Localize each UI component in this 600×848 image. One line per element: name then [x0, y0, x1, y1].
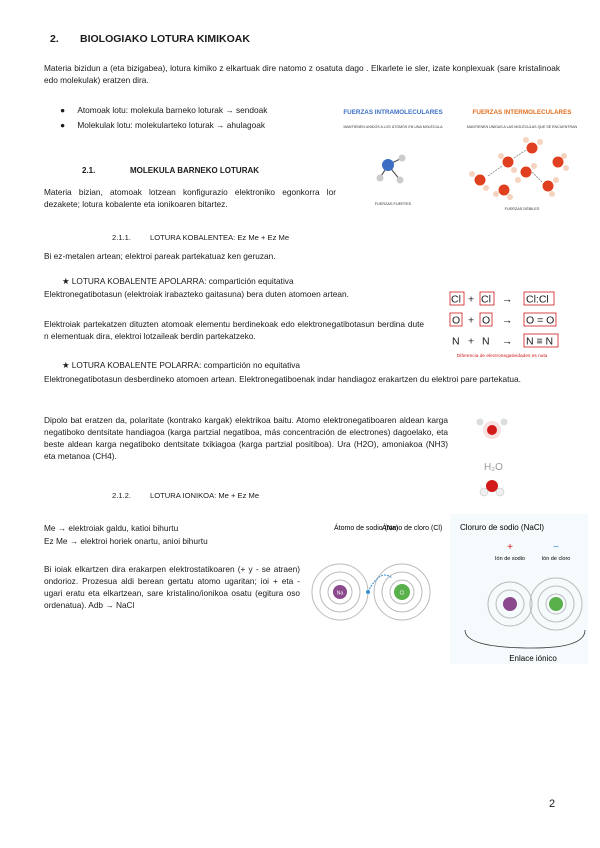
cl-atom [374, 564, 430, 620]
na-ion-label: Ión de sodio [495, 556, 525, 562]
lewis-o-a: O [452, 314, 461, 327]
lewis-cl-b: Cl [481, 293, 491, 306]
star-icon: ★ [62, 276, 70, 286]
lewis-cl-a: Cl [451, 293, 461, 306]
intro-paragraph: Materia bizidun a (eta bizigabea), lotura kimiko z elkartuak dire natomo z osatuta dago . Elkarlete ie sler, izate konplexuak (sare kristalinoak edo molekulak) eratzen dira. [44, 63, 560, 85]
lewis-n-b: N [482, 335, 490, 348]
na-symbol: Na [336, 590, 344, 597]
subsubsection-title: LOTURA KOBALENTEA: Ez Me + Ez Me [150, 233, 290, 242]
polar-line: Elektronegatibotasun desberdineko atomoen artean. Elektronegatiboenak indar handiagoz erakartzen du elektroi pare partekatua. [44, 374, 521, 384]
bullet-2-text: Molekulak lotu: molekularteko loturak → ahulagoak [77, 120, 266, 130]
intra-subtitle: MANTIENEN UNIDOS A LOS ÁTOMOS EN UNA MOLÉCULA [343, 125, 443, 129]
cl-symbol: Cl [399, 590, 405, 597]
water-molecule-bottom [480, 480, 504, 496]
inter-title: FUERZAS INTERMOLECULARES [472, 109, 572, 116]
inter-subtitle: MANTIENEN UNIDAS A LAS MOLÉCULAS QUE SE ENCUENTRAN [466, 125, 578, 129]
bullet-2: ● Molekulak lotu: molekularteko loturak → ahulagoak [60, 120, 266, 130]
nacl-label: Cloruro de sodio (NaCl) [460, 523, 545, 532]
ionic-paragraph: Bi ioiak elkartzen dira erakarpen elektrostatikoaren (+ y - se atraen) ondorioz. Prozesua aldi berean gertatu atomo ugaritan; ioi + eta - ugari eratu eta elkartzean, sare kristalino/ionikoa osatu (egitura oso ordenatua). Adb → NaCl [44, 564, 300, 610]
page-number: 2 [549, 798, 556, 810]
subsubsection-number: 2.1.1. [112, 233, 131, 242]
lewis-o2: O = O [526, 314, 555, 327]
water-formula: H₂O [484, 462, 503, 473]
forces-figure [330, 100, 580, 218]
lewis-plus-3: + [468, 335, 475, 348]
subsection-title: MOLEKULA BARNEKO LOTURAK [130, 166, 260, 175]
ionic-line-2: Ez Me → elektroi horiek onartu, anioi bihurtu [44, 536, 208, 546]
ionic-bond-label: Enlace iónico [509, 654, 557, 663]
bullet-1-text: Atomoak lotu: molekula barneko loturak → sendoak [77, 105, 268, 115]
cl-ion-label: Ión de cloro [541, 556, 571, 562]
arrow-icon: → [502, 293, 513, 306]
dipole-paragraph: Dipolo bat eratzen da, polaritate (kontrako kargak) elektrikoa baitu. Atomo elektronegatiboaren aldean karga negatiboko dentsitate handiagoa (karga partzial negatiboa, más concentración de electrones) dagoelako, eta beste aldean karga negatiboko dentsitate txikiagoa (karga partzial positiboa). Ura (H2O), amoniakoa (NH3) eta metanoa (CH4). [44, 415, 448, 461]
inter-molecules [469, 137, 569, 200]
water-molecule-top [477, 419, 508, 440]
ionic-figure [300, 508, 590, 668]
lewis-n-a: N [452, 335, 460, 348]
lewis-plus-1: + [468, 293, 475, 306]
subsection-number: 2.1. [82, 166, 96, 175]
cl-ion [530, 578, 582, 630]
bullet-1: ● Atomoak lotu: molekula barneko loturak → sendoak [60, 105, 268, 115]
minus-sign: − [553, 542, 559, 553]
intra-title: FUERZAS INTRAMOLECULARES [343, 109, 443, 116]
lewis-caption: Diferencia de electronegatividades es nula [456, 354, 548, 359]
na-atom-label: Átomo de sodio (Na) [334, 525, 399, 532]
polar-heading [62, 359, 300, 371]
ionic-line-1: Me → elektroiak galdu, katioi bihurtu [44, 523, 179, 533]
arrow-icon: → [502, 314, 513, 327]
intra-molecule [377, 155, 406, 184]
star-icon: ★ [62, 360, 70, 370]
lewis-figure [432, 287, 572, 361]
lewis-n2: N ≡ N [526, 335, 554, 348]
cl-atom-label: Átomo de cloro (Cl) [382, 525, 443, 532]
s21-paragraph: Materia bizian, atomoak lotzean konfigurazio elektroniko egonkorra lor dezakete; lotura kobalente eta ionikoaren bitartez. [44, 187, 336, 209]
apolar-heading [62, 275, 294, 287]
lewis-o-b: O [482, 314, 491, 327]
ionic-number: 2.1.2. [112, 491, 131, 500]
na-atom [312, 564, 370, 620]
arrow-icon: → [502, 335, 513, 348]
polar-title: LOTURA KOBALENTE POLARRA: compartición no equitativa [71, 360, 301, 370]
intra-caption: FUERZAS FUERTES [374, 202, 412, 206]
inter-caption: FUERZAS DÉBILES [504, 207, 540, 211]
section-number: 2. [50, 33, 59, 45]
water-figure [462, 408, 542, 504]
ionic-title: LOTURA IONIKOA: Me + Ez Me [150, 491, 260, 500]
apolar-line: Elektronegatibotasun (elektroiak irabazteko gaitasuna) bera duten atomoen artean. [44, 289, 349, 299]
section-title: BIOLOGIAKO LOTURA KIMIKOAK [80, 33, 250, 45]
s211-paragraph: Bi ez-metalen artean; elektroi pareak partekatuaz ken geruzan. [44, 251, 276, 261]
apolar-title: LOTURA KOBALENTE APOLARRA: compartición equitativa [71, 276, 294, 286]
apolar-paragraph: Elektroiak partekatzen dituzten atomoak elementu berdinekoak edo elektronegatibotasun berdina dute n elementuak dira, elektroi lotzaileak berdin partekatzeko. [44, 319, 424, 341]
lewis-cl2: Cl:Cl [526, 293, 549, 306]
plus-sign: + [507, 542, 513, 553]
lewis-plus-2: + [468, 314, 475, 327]
